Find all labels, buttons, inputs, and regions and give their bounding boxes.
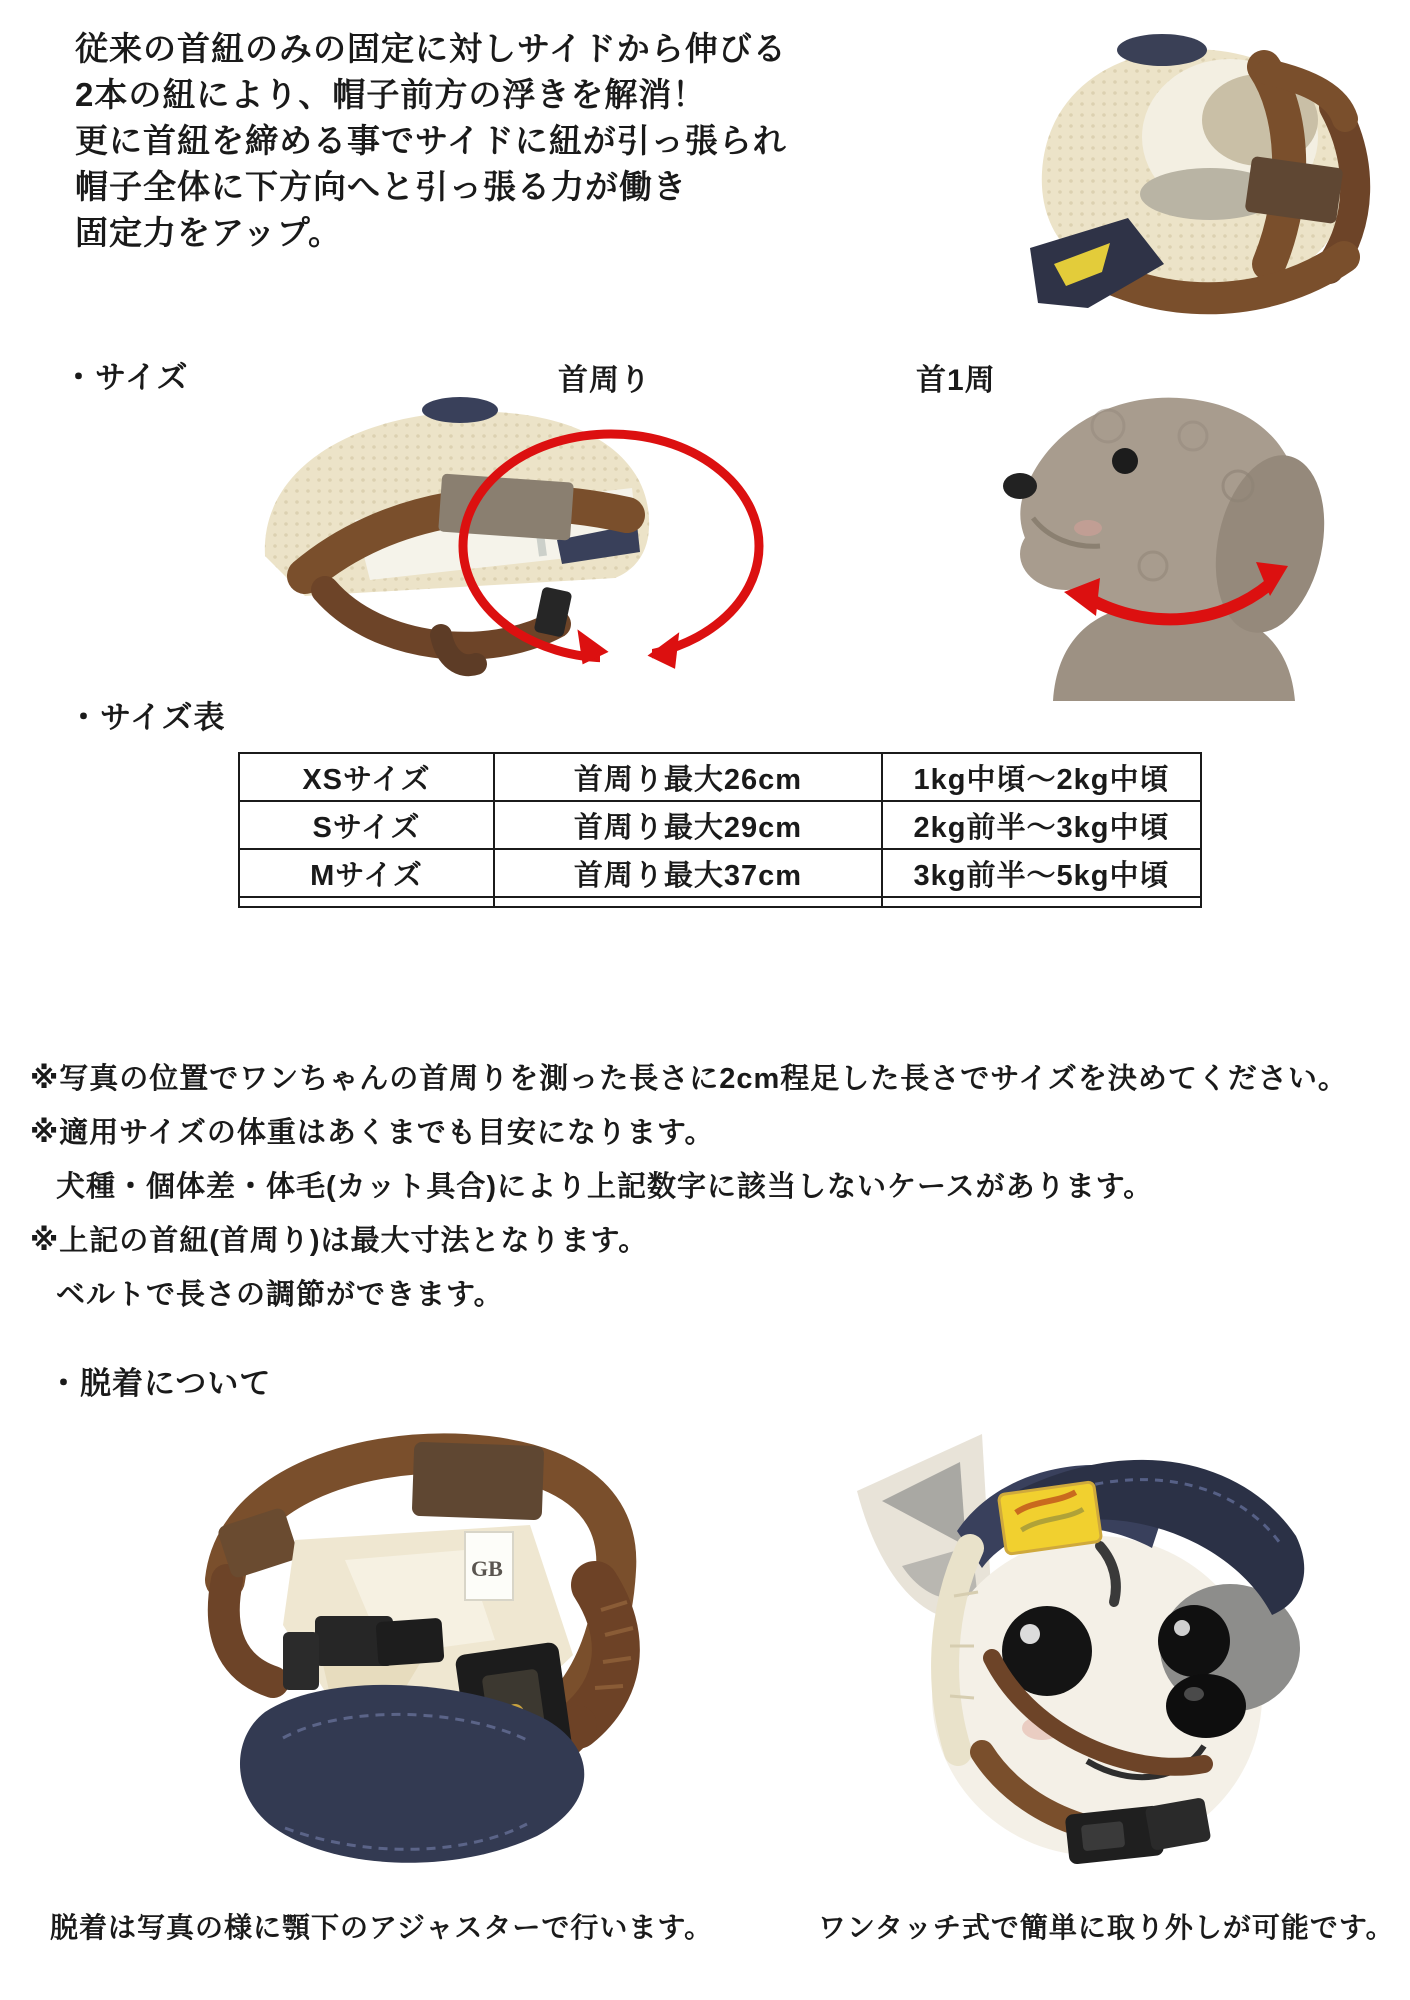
neck-circumference-label: 首周り [558, 364, 651, 397]
dog-nose [1166, 1674, 1246, 1738]
cell-neck: 首周り最大29cm [494, 801, 882, 849]
cell-size: Mサイズ [239, 849, 494, 897]
cap-top-button [422, 397, 498, 423]
dog-nose-highlight [1184, 1687, 1204, 1701]
dog-eye-highlight [1174, 1620, 1190, 1636]
adjuster-slider [376, 1618, 445, 1666]
dog-eye-highlight [1020, 1624, 1040, 1644]
dog-eye [1158, 1605, 1230, 1677]
photo-dog-wearing-cap [842, 1396, 1320, 1901]
cell-size: XSサイズ [239, 753, 494, 801]
photo-cap-back-measure [205, 388, 765, 688]
note-line-2: ※適用サイズの体重はあくまでも目安になります。 [30, 1117, 715, 1149]
strap-leather-patch-top [412, 1442, 545, 1520]
chin-buckle-inner [1081, 1821, 1125, 1851]
brand-tag-logo: GB [471, 1556, 503, 1581]
intro-line-4: 帽子全体に下方向へと引っ張る力が働き [75, 168, 687, 205]
adjuster-clip-left [283, 1632, 319, 1690]
neck-once-around-label: 首1周 [916, 364, 996, 397]
notes-text [30, 1052, 1348, 1322]
size-table-heading: ・サイズ表 [68, 700, 226, 735]
arrow-gap [600, 634, 652, 674]
intro-line-2: 2本の紐により、帽子前方の浮きを解消！ [75, 76, 707, 113]
caption-right: ワンタッチ式で簡単に取り外しが可能です。 [818, 1912, 1395, 1943]
intro-line-5: 固定力をアップ。 [75, 214, 343, 251]
cell-weight: 3kg前半～5kg中頃 [882, 849, 1201, 897]
intro-line-3: 更に首紐を締める事でサイドに紐が引っ張られ [75, 122, 787, 159]
cell-weight: 1kg中頃～2kg中頃 [882, 753, 1201, 801]
intro-line-1: 従来の首紐のみの固定に対しサイドから伸びる [75, 30, 787, 67]
size-heading: ・サイズ [63, 360, 189, 395]
strap-leather-patch [438, 474, 574, 541]
caption-left: 脱着は写真の様に顎下のアジャスターで行います。 [50, 1912, 714, 1943]
strap-left-down [224, 1580, 273, 1682]
attach-heading: ・脱着について [48, 1366, 272, 1401]
dog-mouth-pink [1074, 520, 1102, 536]
note-line-3: 犬種・個体差・体毛(カット具合)により上記数字に該当しないケースがあります。 [56, 1171, 1154, 1203]
table-row [239, 753, 1201, 801]
photo-dog-neck-measure [988, 366, 1340, 701]
note-line-4: ※上記の首紐(首周り)は最大寸法となります。 [30, 1225, 649, 1257]
table-row [239, 849, 1201, 897]
note-line-5: ベルトで長さの調節ができます。 [56, 1279, 504, 1311]
note-line-1: ※写真の位置でワンちゃんの首周りを測った長さに2cm程足した長さでサイズを決めてください。 [30, 1063, 1348, 1095]
photo-cap-underside-adjuster [165, 1420, 675, 1885]
cap-top-button [1117, 34, 1207, 66]
cell-weight: 2kg前半～3kg中頃 [882, 801, 1201, 849]
size-table [238, 752, 1202, 908]
cell-neck: 首周り最大26cm [494, 753, 882, 801]
table-row [239, 801, 1201, 849]
table-row-clipped [239, 897, 1201, 907]
intro-text [75, 26, 787, 256]
dog-nose [1003, 473, 1037, 499]
cell-neck: 首周り最大37cm [494, 849, 882, 897]
photo-cap-side-straps [1012, 12, 1382, 317]
cell-size: Sサイズ [239, 801, 494, 849]
dog-eye [1112, 448, 1138, 474]
